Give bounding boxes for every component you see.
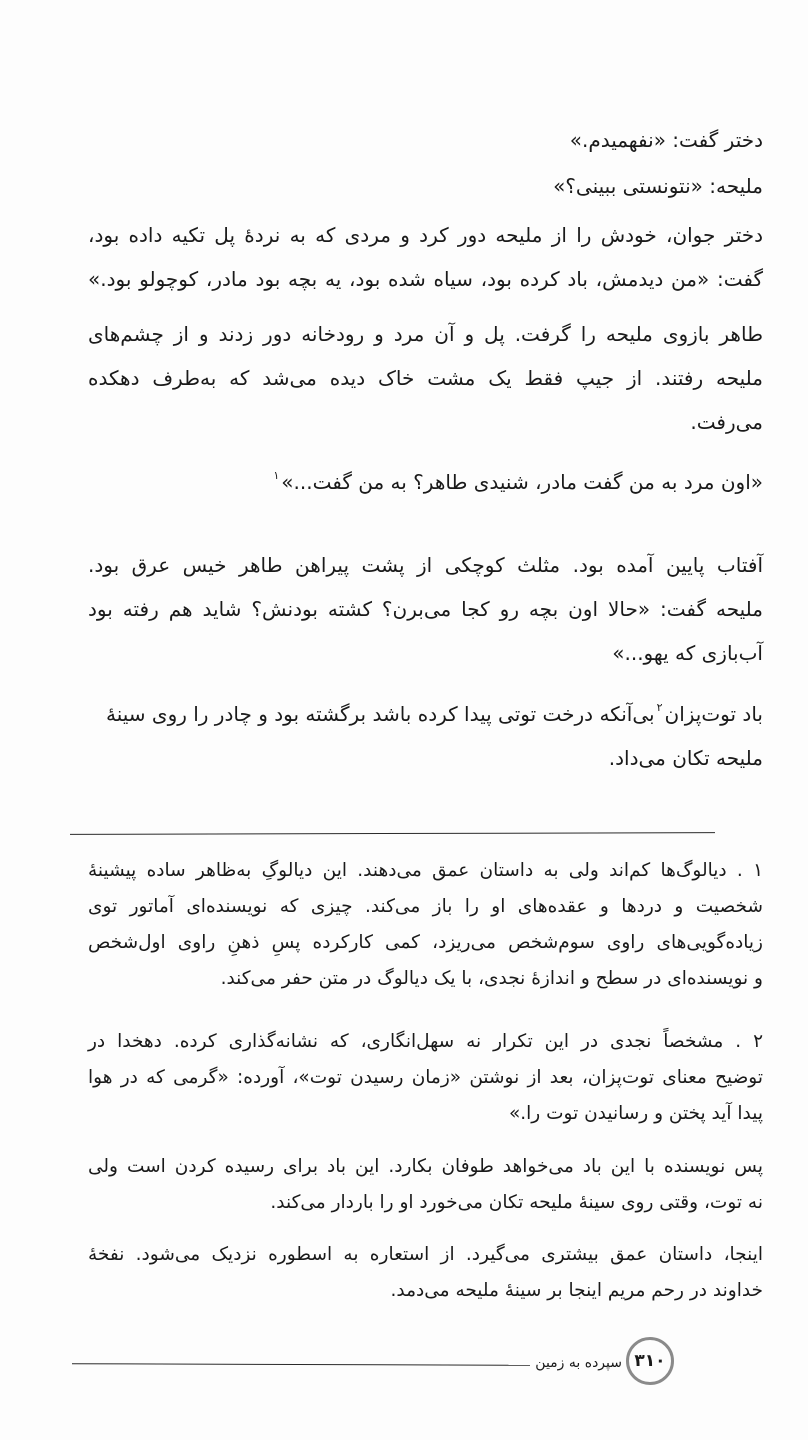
page-number: ۳۱۰ — [634, 1351, 666, 1371]
text-line: و نویسنده‌ای در سطح و اندازهٔ نجدی، با یک دیالوگ در متن حفر می‌کند. — [220, 968, 763, 989]
text-line — [88, 692, 763, 736]
text-line: ملیحه گفت: «حالا اون بچه رو کجا می‌برن؟ کشته بودنش؟ شاید هم رفته بود — [88, 597, 763, 621]
text-line: پیدا آید پختن و رسانیدن توت را.» — [508, 1103, 763, 1124]
paragraph-4 — [88, 312, 763, 444]
footer-rule — [72, 1363, 530, 1366]
text-line: طاهر بازوی ملیحه را گرفت. پل و آن مرد و رودخانه دور زدند و از چشم‌های — [88, 322, 763, 346]
commentary-1 — [88, 1149, 763, 1221]
text-line: خداوند در رحم مریم اینجا بر سینهٔ ملیحه می‌دمد. — [390, 1280, 763, 1301]
text-line: ۲ . مشخصاً نجدی در این تکرار نه سهل‌انگاری، که نشانه‌گذاری کرده. دهخدا در — [88, 1031, 763, 1052]
paragraph-dialogue-1 — [88, 118, 763, 162]
paragraph-dialogue-2 — [88, 164, 763, 208]
page-number-badge — [626, 1337, 674, 1385]
footnote-marker-2[interactable]: ۲ — [656, 701, 663, 714]
text-line: ملیحه: «نتونستی ببینی؟» — [553, 174, 763, 198]
text-line: ۱ . دیالوگ‌ها کم‌اند ولی به داستان عمق می‌دهند. این دیالوگِ به‌ظاهر ساده پیشینهٔ — [88, 860, 763, 881]
text-line: زیاده‌گویی‌های راوی سوم‌شخص می‌ریزد، کمی کارکرده پسِ ذهنِ راوی اول‌شخص — [88, 932, 763, 953]
paragraph-3 — [88, 213, 763, 301]
commentary-2 — [88, 1237, 763, 1309]
footnote-2 — [88, 1024, 763, 1132]
quote-text: «اون مرد به من گفت مادر، شنیدی طاهر؟ به من گفت...» — [281, 470, 763, 494]
footnote-separator — [70, 832, 715, 835]
text-line — [88, 460, 763, 504]
paragraph-6 — [88, 543, 763, 675]
text-line: نه توت، وقتی روی سینهٔ ملیحه تکان می‌خورد او را باردار می‌کند. — [270, 1192, 763, 1213]
footnote-marker-1[interactable]: ۱ — [273, 469, 280, 482]
paragraph-5 — [88, 460, 763, 504]
text-line: آفتاب پایین آمده بود. مثلث کوچکی از پشت پیراهن طاهر خیس عرق بود. — [88, 553, 763, 577]
text-segment: بی‌آنکه درخت توتی پیدا کرده باشد برگشته بود و چادر را روی سینهٔ — [106, 702, 655, 726]
footnote-1 — [88, 853, 763, 997]
text-line: دختر گفت: «نفهمیدم.» — [569, 128, 763, 152]
text-segment: باد توت‌پزان — [664, 702, 763, 726]
text-line: شخصیت و دردها و عقده‌های او را باز می‌کند. چیزی که نویسنده‌ای آماتور توی — [88, 896, 763, 917]
text-line: ملیحه رفتند. از جیپ فقط یک مشت خاک دیده می‌شد که به‌طرف دهکده — [88, 366, 763, 390]
text-line: اینجا، داستان عمق بیشتری می‌گیرد. از استعاره به اسطوره نزدیک می‌شود. نفخهٔ — [88, 1244, 763, 1265]
text-line: دختر جوان، خودش را از ملیحه دور کرد و مردی که به نردهٔ پل تکیه داده بود، — [88, 223, 763, 247]
text-line: پس نویسنده با این باد می‌خواهد طوفان بکارد. این باد برای رسیده کردن است ولی — [88, 1156, 763, 1177]
paragraph-7 — [88, 692, 763, 780]
running-footer-title: سپرده به زمین — [535, 1355, 622, 1371]
text-line: آب‌بازی که یهو...» — [612, 641, 763, 665]
text-line: گفت: «من دیدمش، باد کرده بود، سیاه شده بود، یه بچه بود مادر، کوچولو بود.» — [88, 267, 763, 291]
text-line: توضیح معنای توت‌پزان، بعد از نوشتن «زمان رسیدن توت»، آورده: «گرمی که در هوا — [88, 1067, 763, 1088]
text-line: می‌رفت. — [690, 410, 763, 434]
text-line: ملیحه تکان می‌داد. — [608, 746, 763, 770]
